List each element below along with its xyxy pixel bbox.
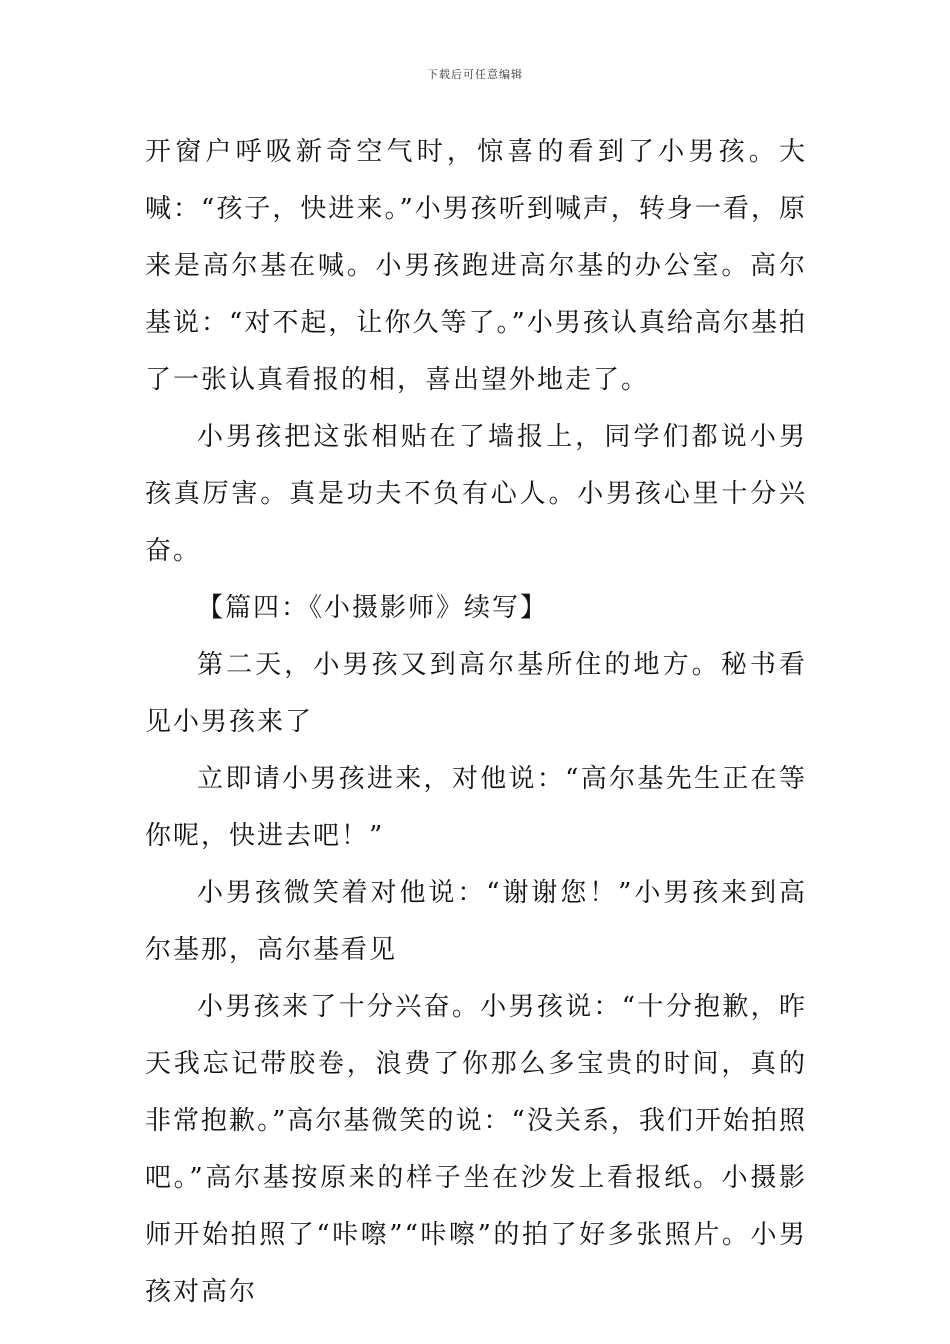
page-header: 下载后可任意编辑 [427,68,523,81]
paragraph-1: 开窗户呼吸新奇空气时，惊喜的看到了小男孩。大喊：“孩子，快进来。”小男孩听到喊声，转身一看，原来是高尔基在喊。小男孩跑进高尔基的办公室。高尔基说：“对不起，让你久等了。”小男孩认真给高尔基拍了一张认真看报的相，喜出望外地走了。 [145,137,807,395]
document-body [145,124,807,1321]
section-heading: 【篇四：《小摄影师》续写】 [197,593,549,623]
paragraph-3: 第二天，小男孩又到高尔基所住的地方。秘书看见小男孩来了 [145,650,807,737]
paragraph-2: 小男孩把这张相贴在了墙报上，同学们都说小男孩真厉害。真是功夫不负有心人。小男孩心里十分兴奋。 [145,422,807,566]
paragraph-6: 小男孩来了十分兴奋。小男孩说：“十分抱歉，昨天我忘记带胶卷，浪费了你那么多宝贵的时间，真的非常抱歉。”高尔基微笑的说：“没关系，我们开始拍照吧。”高尔基按原来的样子坐在沙发上看报纸。小摄影师开始拍照了“咔嚓”“咔嚓”的拍了好多张照片。小男孩对高尔 [145,992,807,1307]
paragraph-4: 立即请小男孩进来，对他说：“高尔基先生正在等你呢，快进去吧！” [145,764,807,851]
paragraph-5: 小男孩微笑着对他说：“谢谢您！”小男孩来到高尔基那，高尔基看见 [145,878,807,965]
